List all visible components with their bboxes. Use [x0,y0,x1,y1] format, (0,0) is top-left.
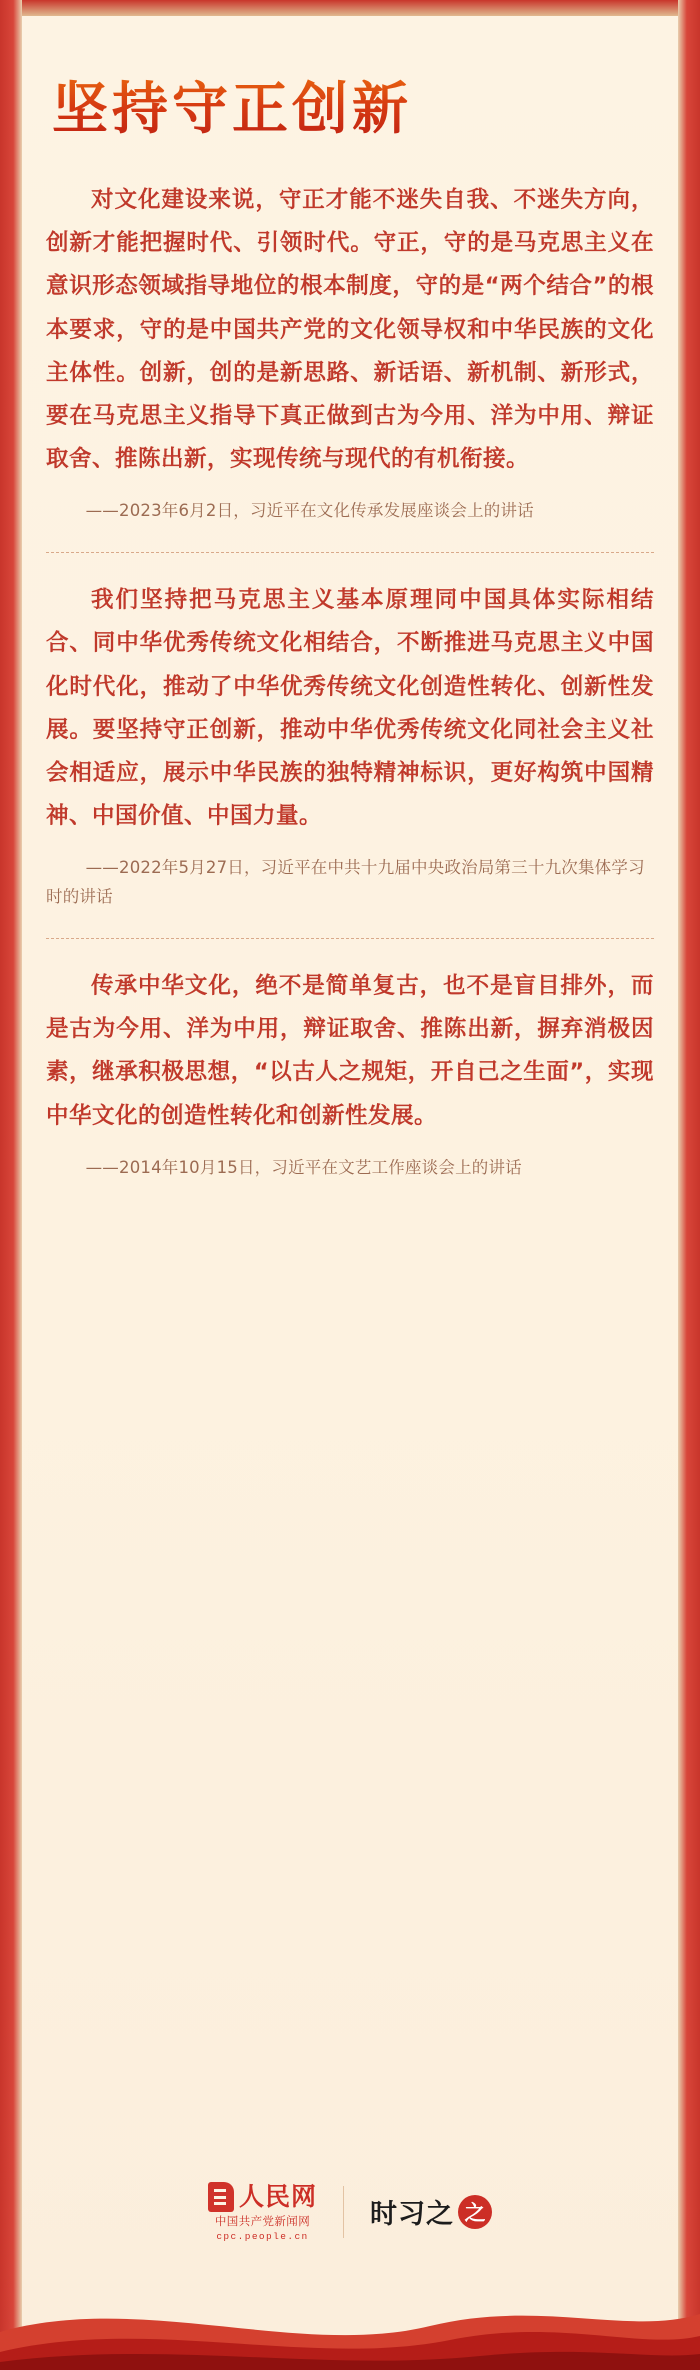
brand-url: cpc.people.cn [216,2230,309,2242]
quote-text: 我们坚持把马克思主义基本原理同中国具体实际相结合、同中华优秀传统文化相结合，不断推进马克思主义中国化时代化，推动了中华优秀传统文化创造性转化、创新性发展。要坚持守正创新，推动中华优秀传统文化同社会主义社会相适应，展示中华民族的独特精神标识，更好构筑中国精神、中国价值、中国力量。 [46,587,654,830]
footer-vertical-divider [343,2186,344,2238]
footer-logos [0,2182,700,2242]
program-seal-icon: 之 [458,2195,492,2229]
section-divider [46,938,654,939]
people-logo-icon [208,2182,234,2212]
page-title: 坚持守正创新 [52,75,654,145]
people-cn-logo [208,2182,317,2242]
poster-content [0,0,700,1183]
program-logo [370,2192,492,2231]
program-name: 时习之 [370,2199,454,2231]
quote-text: 传承中华文化，绝不是简单复古，也不是盲目排外，而是古为今用、洋为中用，辩证取舍、推陈出新，摒弃消极因素，继承积极思想，“以古人之规矩，开自己之生面”，实现中华文化的创造性转化和创新性发展。 [46,973,654,1129]
section-divider [46,552,654,553]
quote-block-2 [46,579,654,912]
quote-block-1 [46,179,654,526]
brand-name: 人民网 [238,2181,317,2211]
quote-source: ——2014年10月15日，习近平在文艺工作座谈会上的讲话 [85,1157,522,1177]
quote-block-3 [46,965,654,1183]
quote-source: ——2023年6月2日，习近平在文化传承发展座谈会上的讲话 [85,501,534,521]
quote-text: 对文化建设来说，守正才能不迷失自我、不迷失方向，创新才能把握时代、引领时代。守正，守的是马克思主义在意识形态领域指导地位的根本制度，守的是“两个结合”的根本要求，守的是中国共产党的文化领导权和中华民族的文化主体性。创新，创的是新思路、新话语、新机制、新形式，要在马克思主义指导下真正做到古为今用、洋为中用、辩证取舍、推陈出新，实现传统与现代的有机衔接。 [46,187,654,473]
quote-source: ——2022年5月27日，习近平在中共十九届中央政治局第三十九次集体学习时的讲话 [46,858,645,907]
brand-top-row [208,2182,317,2212]
brand-subtitle: 中国共产党新闻网 [214,2213,311,2228]
bottom-wave-decoration [0,2240,700,2370]
